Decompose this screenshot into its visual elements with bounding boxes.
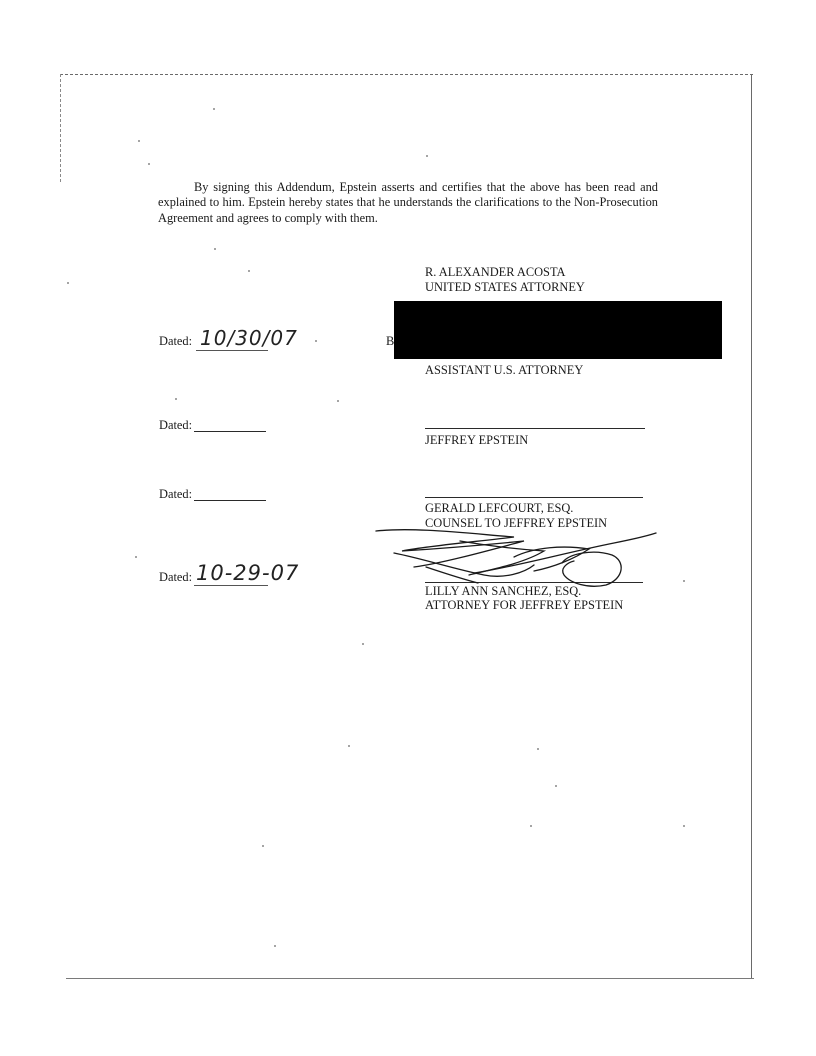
scan-speck [148, 163, 150, 165]
scan-speck [362, 643, 364, 645]
dated-label-1: Dated: [159, 334, 193, 348]
scan-speck [537, 748, 539, 750]
assistant-us-attorney-title: ASSISTANT U.S. ATTORNEY [425, 363, 584, 377]
scan-speck [135, 556, 137, 558]
scan-speck [274, 945, 276, 947]
lefcourt-title: COUNSEL TO JEFFREY EPSTEIN [425, 516, 608, 530]
scan-speck [348, 745, 350, 747]
scan-speck [214, 248, 216, 250]
date-line-2 [194, 431, 266, 432]
scan-border-top [60, 74, 753, 75]
date-line-3 [194, 500, 266, 501]
date-line-4 [194, 585, 268, 586]
scan-border-right [751, 74, 752, 979]
scan-speck [138, 140, 140, 142]
dated-label-4: Dated: [159, 570, 193, 584]
scan-speck [213, 108, 215, 110]
sanchez-name: LILLY ANN SANCHEZ, ESQ. [425, 584, 582, 598]
addendum-paragraph [158, 180, 658, 226]
scan-speck [248, 270, 250, 272]
by-label-fragment: B [386, 334, 395, 348]
us-attorney-name: R. ALEXANDER ACOSTA [425, 265, 566, 279]
scan-speck [530, 825, 532, 827]
sanchez-signature-image [374, 523, 664, 593]
sanchez-title: ATTORNEY FOR JEFFREY EPSTEIN [425, 598, 624, 612]
lefcourt-name: GERALD LEFCOURT, ESQ. [425, 501, 574, 515]
signature-line-lefcourt [425, 497, 643, 498]
epstein-name: JEFFREY EPSTEIN [425, 433, 529, 447]
scan-speck [337, 400, 339, 402]
us-attorney-title: UNITED STATES ATTORNEY [425, 280, 585, 294]
scan-speck [67, 282, 69, 284]
date-line-1 [196, 350, 268, 351]
dated-label-2: Dated: [159, 418, 193, 432]
scan-speck [683, 580, 685, 582]
handwritten-date-1: 10/30/07 [200, 326, 298, 350]
scan-speck [426, 155, 428, 157]
scan-border-bottom [66, 978, 754, 979]
scan-speck [262, 845, 264, 847]
scan-speck [683, 825, 685, 827]
scan-speck [315, 340, 317, 342]
signature-line-epstein [425, 428, 645, 429]
scan-border-left [60, 74, 61, 182]
handwritten-date-4: 10-29-07 [196, 561, 300, 585]
redaction-block [394, 301, 722, 359]
dated-label-3: Dated: [159, 487, 193, 501]
addendum-paragraph-text: By signing this Addendum, Epstein asserts and certifies that the above has been read and explained to him. Epstein hereby states that he understands the clarifications to the Non-Prosecution Agreement and agrees to comply with them. [158, 180, 658, 225]
scan-speck [175, 398, 177, 400]
scan-speck [555, 785, 557, 787]
